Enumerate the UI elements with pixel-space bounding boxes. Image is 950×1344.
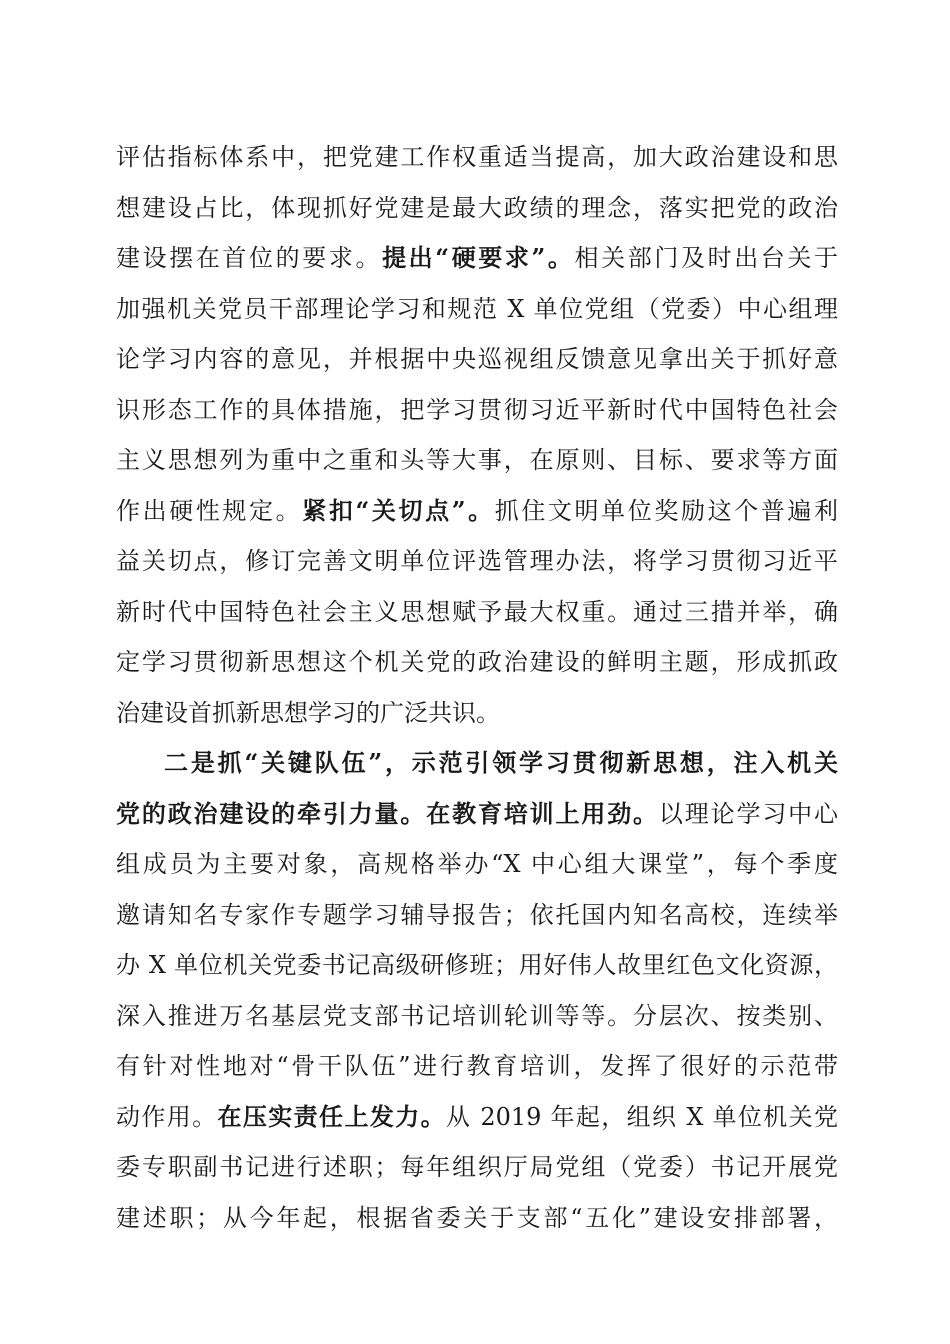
text-line: 主义思想列为重中之重和头等大事，在原则、目标、要求等方面 — [116, 446, 838, 474]
text-line: 新时代中国特色社会主义思想赋予最大权重。通过三措并举，确 — [116, 597, 838, 626]
text-line: 深入推进万名基层党支部书记培训轮训等等。分层次、按类别、 — [116, 1001, 838, 1030]
body-text — [116, 132, 838, 1243]
bold-heading: 提出“硬要求”。 — [382, 243, 575, 272]
text-run: 从 2019 年起，组织 X 单位机关党 — [445, 1102, 838, 1131]
bold-heading: 在教育培训上用劲。 — [426, 798, 659, 828]
text-line: 益关切点，修订完善文明单位评选管理办法，将学习贯彻习近平 — [116, 547, 838, 575]
text-line: 有针对性地对“骨干队伍”进行教育培训，发挥了很好的示范带 — [116, 1052, 838, 1080]
text-line: 委专职副书记进行述职；每年组织厅局党组（党委）书记开展党 — [116, 1153, 838, 1181]
text-run: 建设摆在首位的要求。 — [116, 244, 383, 272]
text-line: 建述职；从今年起，根据省委关于支部“五化”建设安排部署， — [116, 1203, 838, 1232]
text-line: 治建设首抓新思想学习的广泛共识。 — [116, 698, 500, 727]
text-line — [116, 486, 838, 537]
text-line: 识形态工作的具体措施，把学习贯彻习近平新时代中国特色社会 — [116, 395, 838, 424]
section-heading-run: 党的政治建设的牵引力量。 — [116, 798, 427, 828]
text-run: 以理论学习中心 — [658, 799, 839, 828]
text-line: 组成员为主要对象，高规格举办“X 中心组大课堂”，每个季度 — [116, 850, 838, 878]
text-line — [116, 1092, 838, 1143]
text-line: 论学习内容的意见，并根据中央巡视组反馈意见拿出关于抓好意 — [116, 345, 838, 373]
text-run: 作出硬性规定。 — [116, 496, 303, 525]
text-line: 想建设占比，体现抓好党建是最大政绩的理念，落实把党的政治 — [116, 193, 838, 222]
text-run: 相关部门及时出台关于 — [574, 244, 839, 272]
text-line: 邀请知名专家作专题学习辅导报告；依托国内知名高校，连续举 — [116, 900, 838, 929]
text-line: 评估指标体系中，把党建工作权重适当提高，加大政治建设和思 — [116, 143, 838, 171]
text-line: 加强机关党员干部理论学习和规范 X 单位党组（党委）中心组理 — [116, 294, 838, 323]
bold-heading: 在压实责任上发力。 — [217, 1101, 446, 1131]
text-run: 抓住文明单位奖励这个普遍利 — [494, 496, 839, 525]
bold-heading: 紧扣“关切点”。 — [302, 495, 495, 525]
section-heading-line: 二是抓“关键队伍”，示范引领学习贯彻新思想，注入机关 — [164, 748, 838, 777]
text-line — [116, 233, 838, 284]
text-line: 定学习贯彻新思想这个机关党的政治建设的鲜明主题，形成抓政 — [116, 648, 838, 676]
text-run: 动作用。 — [116, 1102, 218, 1131]
text-line — [116, 789, 838, 840]
text-line: 办 X 单位机关党委书记高级研修班；用好伟人故里红色文化资源， — [116, 951, 838, 979]
